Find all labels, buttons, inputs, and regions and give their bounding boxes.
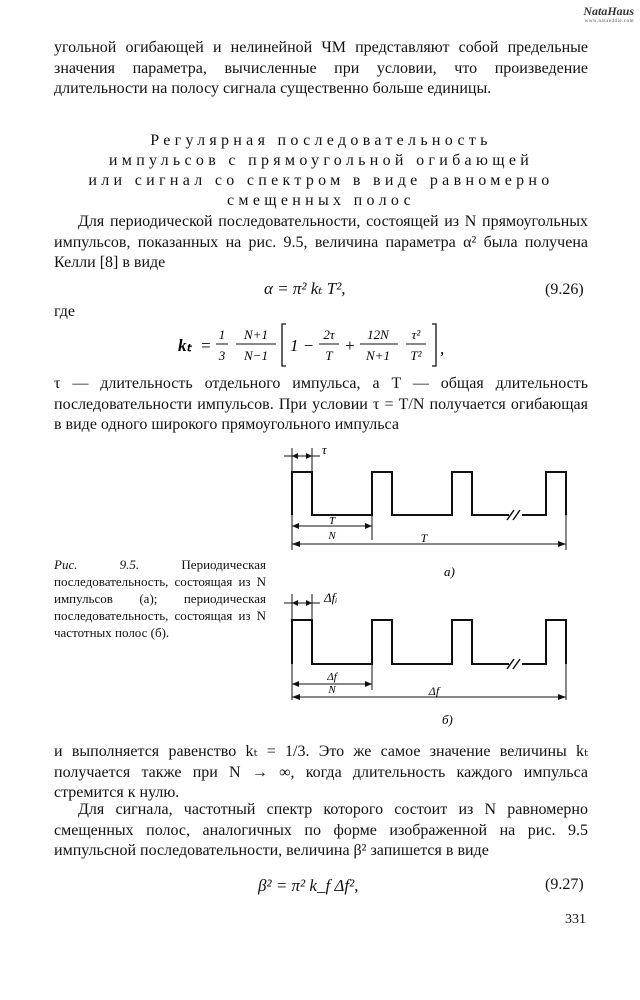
df-over-n-num: Δf (327, 671, 337, 683)
df-total-label: Δf (428, 684, 440, 698)
figure-a-label: а) (444, 564, 455, 579)
section-heading (54, 131, 588, 211)
figure-b-label: б) (442, 712, 453, 727)
delta-fi-label: Δfᵢ (324, 590, 338, 605)
heading-line-3: или сигнал со спектром в виде равномерно (88, 172, 554, 189)
caption-label: Рис. 9.5. (54, 557, 140, 572)
equation-number-9-26: (9.26) (545, 281, 584, 298)
paragraph-5: Для сигнала, частотный спектр которого состоит из N равномерно смещенных полос, аналогичных по форме изображенной на рис. 9.5 импульсной последовательности, величина β² запишется в виде (54, 801, 588, 859)
tau-label: τ (322, 442, 327, 457)
heading-line-1: Регулярная последовательность (150, 132, 492, 149)
paragraph-3: τ — длительность отдельного импульса, а T — общая длительность последовательности импульсов. При условии τ = T/N получается огибающая в виде одного широкого прямоугольного импульса (54, 375, 588, 433)
eq-comma: , (440, 339, 445, 358)
paragraph-2: Для периодической последовательности, состоящей из N прямоугольных импульсов, показанных на рис. 9.5, величина параметра α² была получена Келли [8] в виде (54, 213, 588, 271)
paragraph-1: угольной огибающей и нелинейной ЧМ представляют собой предельные значения параметра, вычисленные при условии, что произведение длительности на полосу сигнала существенно больше единицы. (54, 39, 588, 97)
figure-b-frequency-bands (284, 588, 584, 730)
watermark-logo: NataHaus www.nataeddie.com (583, 4, 634, 24)
t-over-n-num: T (328, 515, 336, 527)
frac1-num: 1 (218, 327, 226, 342)
heading-line-4: смещенных полос (227, 192, 415, 209)
frac3-num: 2τ (323, 327, 335, 342)
svg-text:=: = (200, 336, 212, 355)
caption-text: Периодическая последовательность, состоящая из N импульсов (а); периодическая последовательность, состоящая из N частотных полос (б). (54, 557, 266, 640)
t-total-label: T (420, 531, 428, 545)
one-minus: 1 − (290, 336, 315, 355)
frac4-num: 12N (367, 327, 389, 342)
frac5-num: τ² (411, 327, 421, 342)
frac2-den: N−1 (244, 348, 268, 363)
where-label: где (54, 303, 76, 320)
paragraph-4: и выполняется равенство kₜ = 1/3. Это же самое значение величины kₜ получается также при N → ∞, когда длительность каждого импульса стремится к нулю. (54, 743, 588, 801)
equation-9-26: α = π² kₜ T², (264, 279, 346, 298)
frac2-num: N+1 (244, 327, 268, 342)
equation-number-9-27: (9.27) (545, 876, 584, 893)
frac3-den: T (325, 348, 333, 363)
plus-sign: + (344, 336, 356, 355)
frac5-den: T² (410, 348, 422, 363)
df-over-n-den: N (328, 684, 336, 696)
figure-a-pulse-train (284, 440, 584, 580)
equation-kt (176, 318, 466, 374)
figure-caption (54, 556, 266, 641)
page-number: 331 (565, 912, 586, 927)
frac4-den: N+1 (366, 348, 390, 363)
heading-line-2: импульсов с прямоугольной огибающей (108, 152, 534, 169)
frac1-den: 3 (218, 348, 226, 363)
kt-symbol: kₜ (178, 336, 192, 355)
t-over-n-den: N (328, 530, 336, 542)
equation-9-27: β² = π² k_f Δf², (258, 876, 359, 895)
